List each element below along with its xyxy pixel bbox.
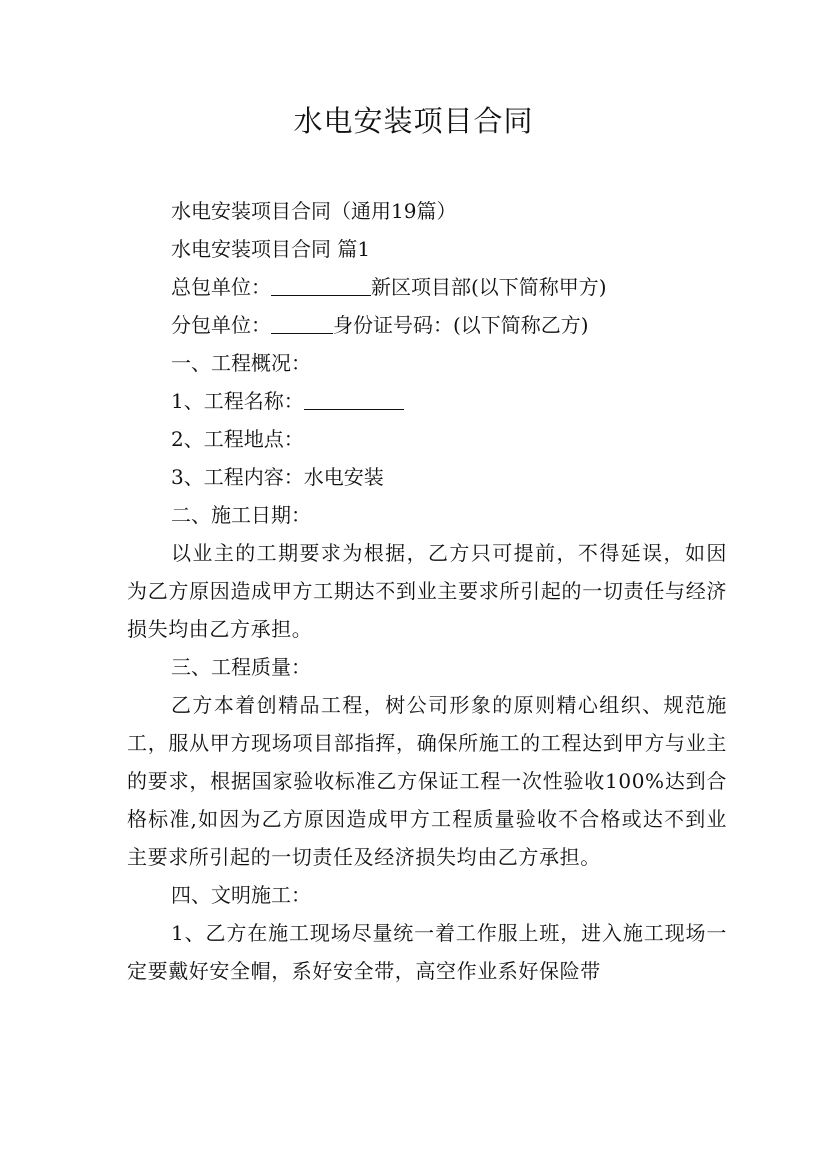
subcontractor-suffix: 身份证号码：(以下简称乙方) <box>333 313 589 337</box>
subcontractor-label: 分包单位： <box>171 313 271 337</box>
paragraph-civilized-construction: 1、乙方在施工现场尽量统一着工作服上班，进入施工现场一定要戴好安全帽，系好安全带，高空作业系好保险带 <box>127 921 727 983</box>
document-body <box>127 192 727 990</box>
subcontractor-line <box>127 306 727 344</box>
heading-project-overview: 一、工程概况： <box>171 351 311 375</box>
document-title: 水电安装项目合同 <box>293 104 534 138</box>
document-subtitle: 水电安装项目合同（通用19篇） <box>171 199 457 223</box>
contractor-label: 总包单位： <box>171 275 271 299</box>
project-content-line: 3、工程内容：水电安装 <box>171 465 384 489</box>
section-label: 水电安装项目合同 篇1 <box>171 237 371 261</box>
subcontractor-blank <box>271 313 333 334</box>
project-location-line: 2、工程地点： <box>171 427 304 451</box>
heading-civilized-construction: 四、文明施工： <box>171 883 311 907</box>
heading-construction-date: 二、施工日期： <box>171 503 311 527</box>
contractor-line <box>127 268 727 306</box>
contractor-blank <box>271 275 371 296</box>
paragraph-quality: 乙方本着创精品工程，树公司形象的原则精心组织、规范施工，服从甲方现场项目部指挥，确保所施工的工程达到甲方与业主的要求，根据国家验收标准乙方保证工程一次性验收100%达到合格标准,如因为乙方原因造成甲方工程质量验收不合格或达不到业主要求所引起的一切责任及经济损失均由乙方承担。 <box>127 693 727 869</box>
heading-quality: 三、工程质量： <box>171 655 311 679</box>
project-name-label: 1、工程名称： <box>171 389 304 413</box>
project-name-line <box>127 382 727 420</box>
paragraph-schedule: 以业主的工期要求为根据，乙方只可提前，不得延误，如因为乙方原因造成甲方工期达不到业主要求所引起的一切责任与经济损失均由乙方承担。 <box>127 541 727 641</box>
contractor-suffix: 新区项目部(以下简称甲方) <box>371 275 607 299</box>
project-name-blank <box>304 389 404 410</box>
